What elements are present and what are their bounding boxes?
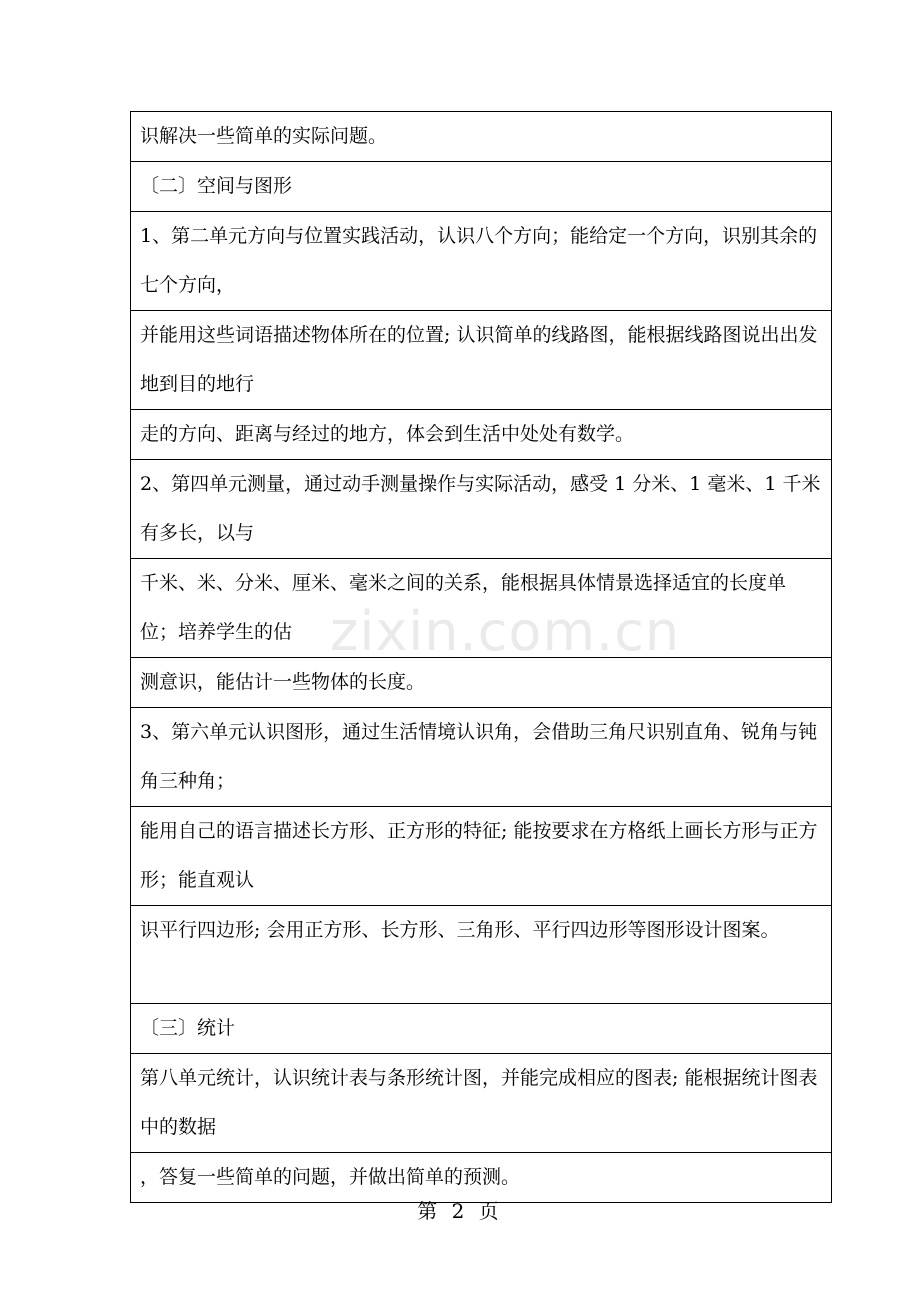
table-row [131, 559, 832, 658]
page-number: 第 2 页 [417, 1199, 503, 1223]
table-cell: 千米、米、分米、厘米、毫米之间的关系，能根据具体情景选择适宜的长度单位；培养学生的估 [131, 559, 832, 658]
table-cell: 识解决一些简单的实际问题。 [131, 112, 832, 162]
section-heading-space-and-shapes: 〔二〕空间与图形 [131, 162, 832, 212]
table-cell: 测意识，能估计一些物体的长度。 [131, 658, 832, 708]
table-row [131, 460, 832, 559]
table-row [131, 410, 832, 460]
table-row [131, 658, 832, 708]
table-row [131, 807, 832, 906]
table-cell: 并能用这些词语描述物体所在的位置; 认识简单的线路图，能根据线路图说出出发地到目的地行 [131, 311, 832, 410]
table-row [131, 1004, 832, 1054]
table-row [131, 311, 832, 410]
table-row [131, 162, 832, 212]
table-row [131, 212, 832, 311]
table-cell: 1、第二单元方向与位置实践活动，认识八个方向；能给定一个方向，识别其余的七个方向， [131, 212, 832, 311]
table-cell: ，答复一些简单的问题，并做出简单的预测。 [131, 1153, 832, 1203]
table-row [131, 1054, 832, 1153]
table-cell: 第八单元统计，认识统计表与条形统计图，并能完成相应的图表; 能根据统计图表中的数据 [131, 1054, 832, 1153]
table-row [131, 112, 832, 162]
table-cell: 2、第四单元测量，通过动手测量操作与实际活动，感受 1 分米、1 毫米、1 千米有多长，以与 [131, 460, 832, 559]
table-cell: 走的方向、距离与经过的地方，体会到生活中处处有数学。 [131, 410, 832, 460]
table-cell: 3、第六单元认识图形，通过生活情境认识角，会借助三角尺识别直角、锐角与钝角三种角； [131, 708, 832, 807]
table-row [131, 906, 832, 1004]
watermark: zixin.com.cn [330, 600, 681, 663]
section-heading-statistics: 〔三〕统计 [131, 1004, 832, 1054]
content-table [130, 111, 832, 1203]
table-row [131, 708, 832, 807]
table-row [131, 1153, 832, 1203]
table-cell: 识平行四边形; 会用正方形、长方形、三角形、平行四边形等图形设计图案。 [131, 906, 832, 1004]
table-cell: 能用自己的语言描述长方形、正方形的特征; 能按要求在方格纸上画长方形与正方形；能直观认 [131, 807, 832, 906]
